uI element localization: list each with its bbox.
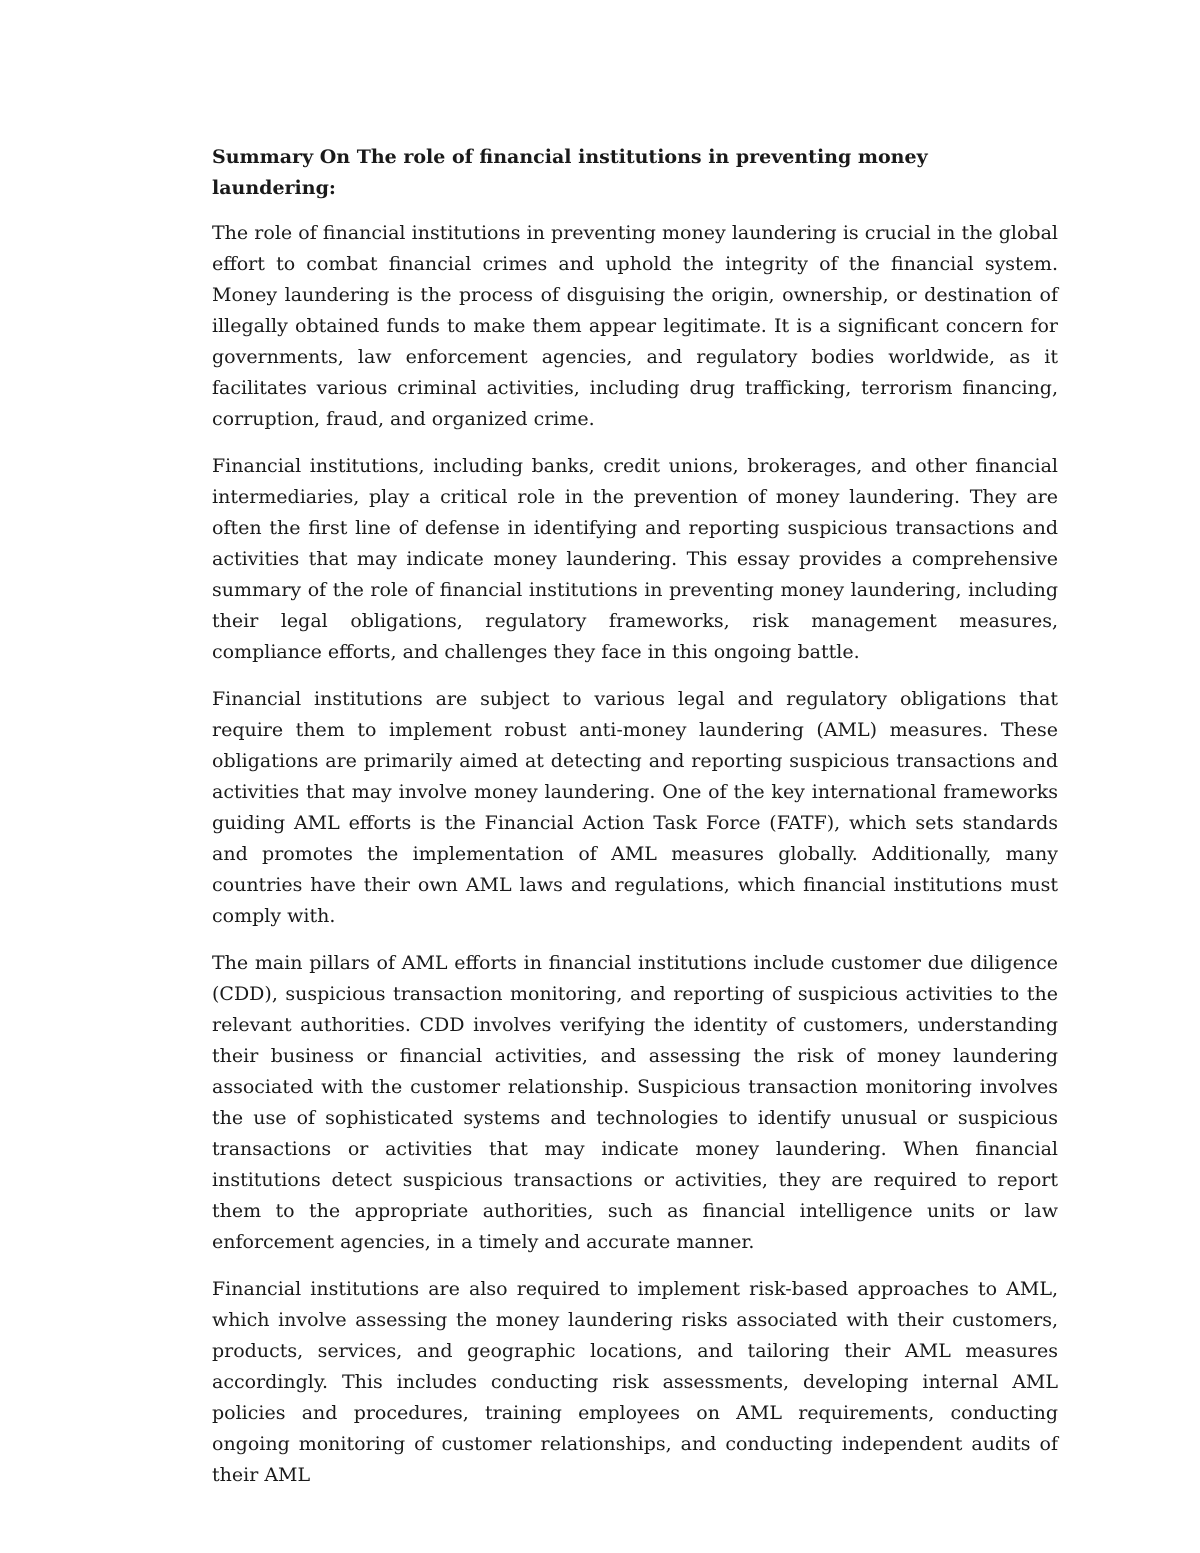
paragraph-risk-based-approach: Financial institutions are also required to implement risk-based approaches to AML, which involve assessing the money laundering risks associated with their customers, products, services, and geographic locations, and tailoring their AML measures accordingly. This includes conducting risk assessments, developing internal AML policies and procedures, training employees on AML requirements, conducting ongoing monitoring of customer relationships, and conducting independent audits of their AML (212, 1278, 1058, 1486)
document-title: Summary On The role of financial institutions in preventing money laundering: (212, 146, 928, 199)
document-page (212, 142, 1058, 1491)
paragraph-aml-pillars: The main pillars of AML efforts in financial institutions include customer due diligence (CDD), suspicious transaction monitoring, and reporting of suspicious activities to the relevant authorities. CDD involves verifying the identity of customers, understanding their business or financial activities, and assessing the risk of money laundering associated with the customer relationship. Suspicious transaction monitoring involves the use of sophisticated systems and technologies to identify unusual or suspicious transactions or activities that may indicate money laundering. When financial institutions detect suspicious transactions or activities, they are required to report them to the appropriate authorities, such as financial intelligence units or law enforcement agencies, in a timely and accurate manner. (212, 952, 1058, 1253)
paragraph-institutions-role: Financial institutions, including banks, credit unions, brokerages, and other financial intermediaries, play a critical role in the prevention of money laundering. They are often the first line of defense in identifying and reporting suspicious transactions and activities that may indicate money laundering. This essay provides a comprehensive summary of the role of financial institutions in preventing money laundering, including their legal obligations, regulatory frameworks, risk management measures, compliance efforts, and challenges they face in this ongoing battle. (212, 455, 1058, 663)
paragraph-intro: The role of financial institutions in preventing money laundering is crucial in the global effort to combat financial crimes and uphold the integrity of the financial system. Money laundering is the process of disguising the origin, ownership, or destination of illegally obtained funds to make them appear legitimate. It is a significant concern for governments, law enforcement agencies, and regulatory bodies worldwide, as it facilitates various criminal activities, including drug trafficking, terrorism financing, corruption, fraud, and organized crime. (212, 222, 1058, 430)
paragraph-legal-obligations: Financial institutions are subject to various legal and regulatory obligations that require them to implement robust anti-money laundering (AML) measures. These obligations are primarily aimed at detecting and reporting suspicious transactions and activities that may involve money laundering. One of the key international frameworks guiding AML efforts is the Financial Action Task Force (FATF), which sets standards and promotes the implementation of AML measures globally. Additionally, many countries have their own AML laws and regulations, which financial institutions must comply with. (212, 688, 1058, 927)
